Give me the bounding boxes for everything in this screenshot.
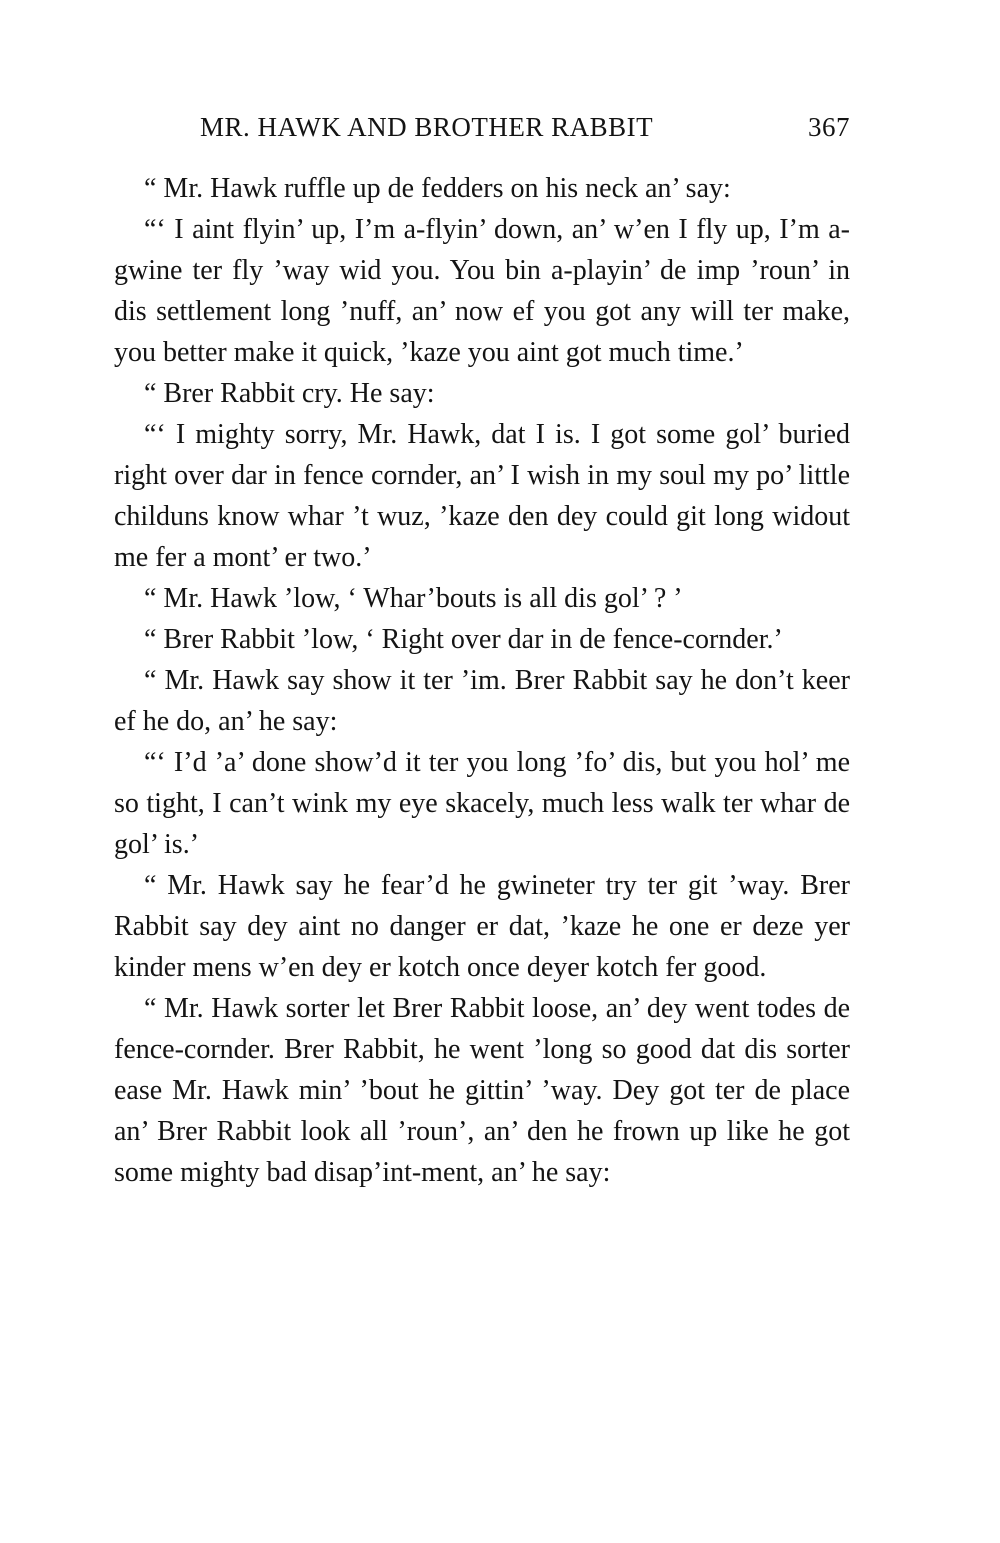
body-text: [114, 168, 850, 1193]
paragraph-3: “ Brer Rabbit cry. He say:: [144, 378, 435, 409]
paragraph-2: “‘ I aint flyin’ up, I’m a-flyin’ down, an’ w’en I fly up, I’m a-gwine ter fly ’way wid you. You bin a-playin’ de imp ’roun’ in dis settlement long ’nuff, an’ now ef you got any will ter make, you better make it quick, ’kaze you aint got much time.’: [114, 214, 850, 368]
running-head-title: MR. HAWK AND BROTHER RABBIT: [200, 112, 654, 142]
running-head: [200, 112, 850, 152]
paragraph-1: “ Mr. Hawk ruffle up de fedders on his neck an’ say:: [144, 173, 731, 204]
paragraph-8: “‘ I’d ’a’ done show’d it ter you long ’fo’ dis, but you hol’ me so tight, I can’t wink my eye skacely, much less walk ter whar de gol’ is.’: [114, 747, 850, 860]
paragraph-9: “ Mr. Hawk say he fear’d he gwineter try ter git ’way. Brer Rabbit say dey aint no danger er dat, ’kaze he one er deze yer kinder mens w’en dey er kotch once deyer kotch fer good.: [114, 870, 850, 983]
paragraph-10: “ Mr. Hawk sorter let Brer Rabbit loose, an’ dey went todes de fence-cornder. Brer Rabbit, he went ’long so good dat dis sorter ease Mr. Hawk min’ ’bout he gittin’ ’way. Dey got ter de place an’ Brer Rabbit look all ’roun’, an’ den he frown up like he got some mighty bad disap’int-ment, an’ he say:: [114, 993, 850, 1188]
page-number: 367: [808, 112, 850, 142]
paragraph-5: “ Mr. Hawk ’low, ‘ Whar’bouts is all dis gol’ ? ’: [144, 583, 683, 614]
paragraph-6: “ Brer Rabbit ’low, ‘ Right over dar in de fence-cornder.’: [144, 624, 783, 655]
paragraph-7: “ Mr. Hawk say show it ter ’im. Brer Rabbit say he don’t keer ef he do, an’ he say:: [114, 665, 850, 737]
paragraph-4: “‘ I mighty sorry, Mr. Hawk, dat I is. I got some gol’ buried right over dar in fence cornder, an’ I wish in my soul my po’ little childuns know whar ’t wuz, ’kaze den dey could git long widout me fer a mont’ er two.’: [114, 419, 850, 573]
